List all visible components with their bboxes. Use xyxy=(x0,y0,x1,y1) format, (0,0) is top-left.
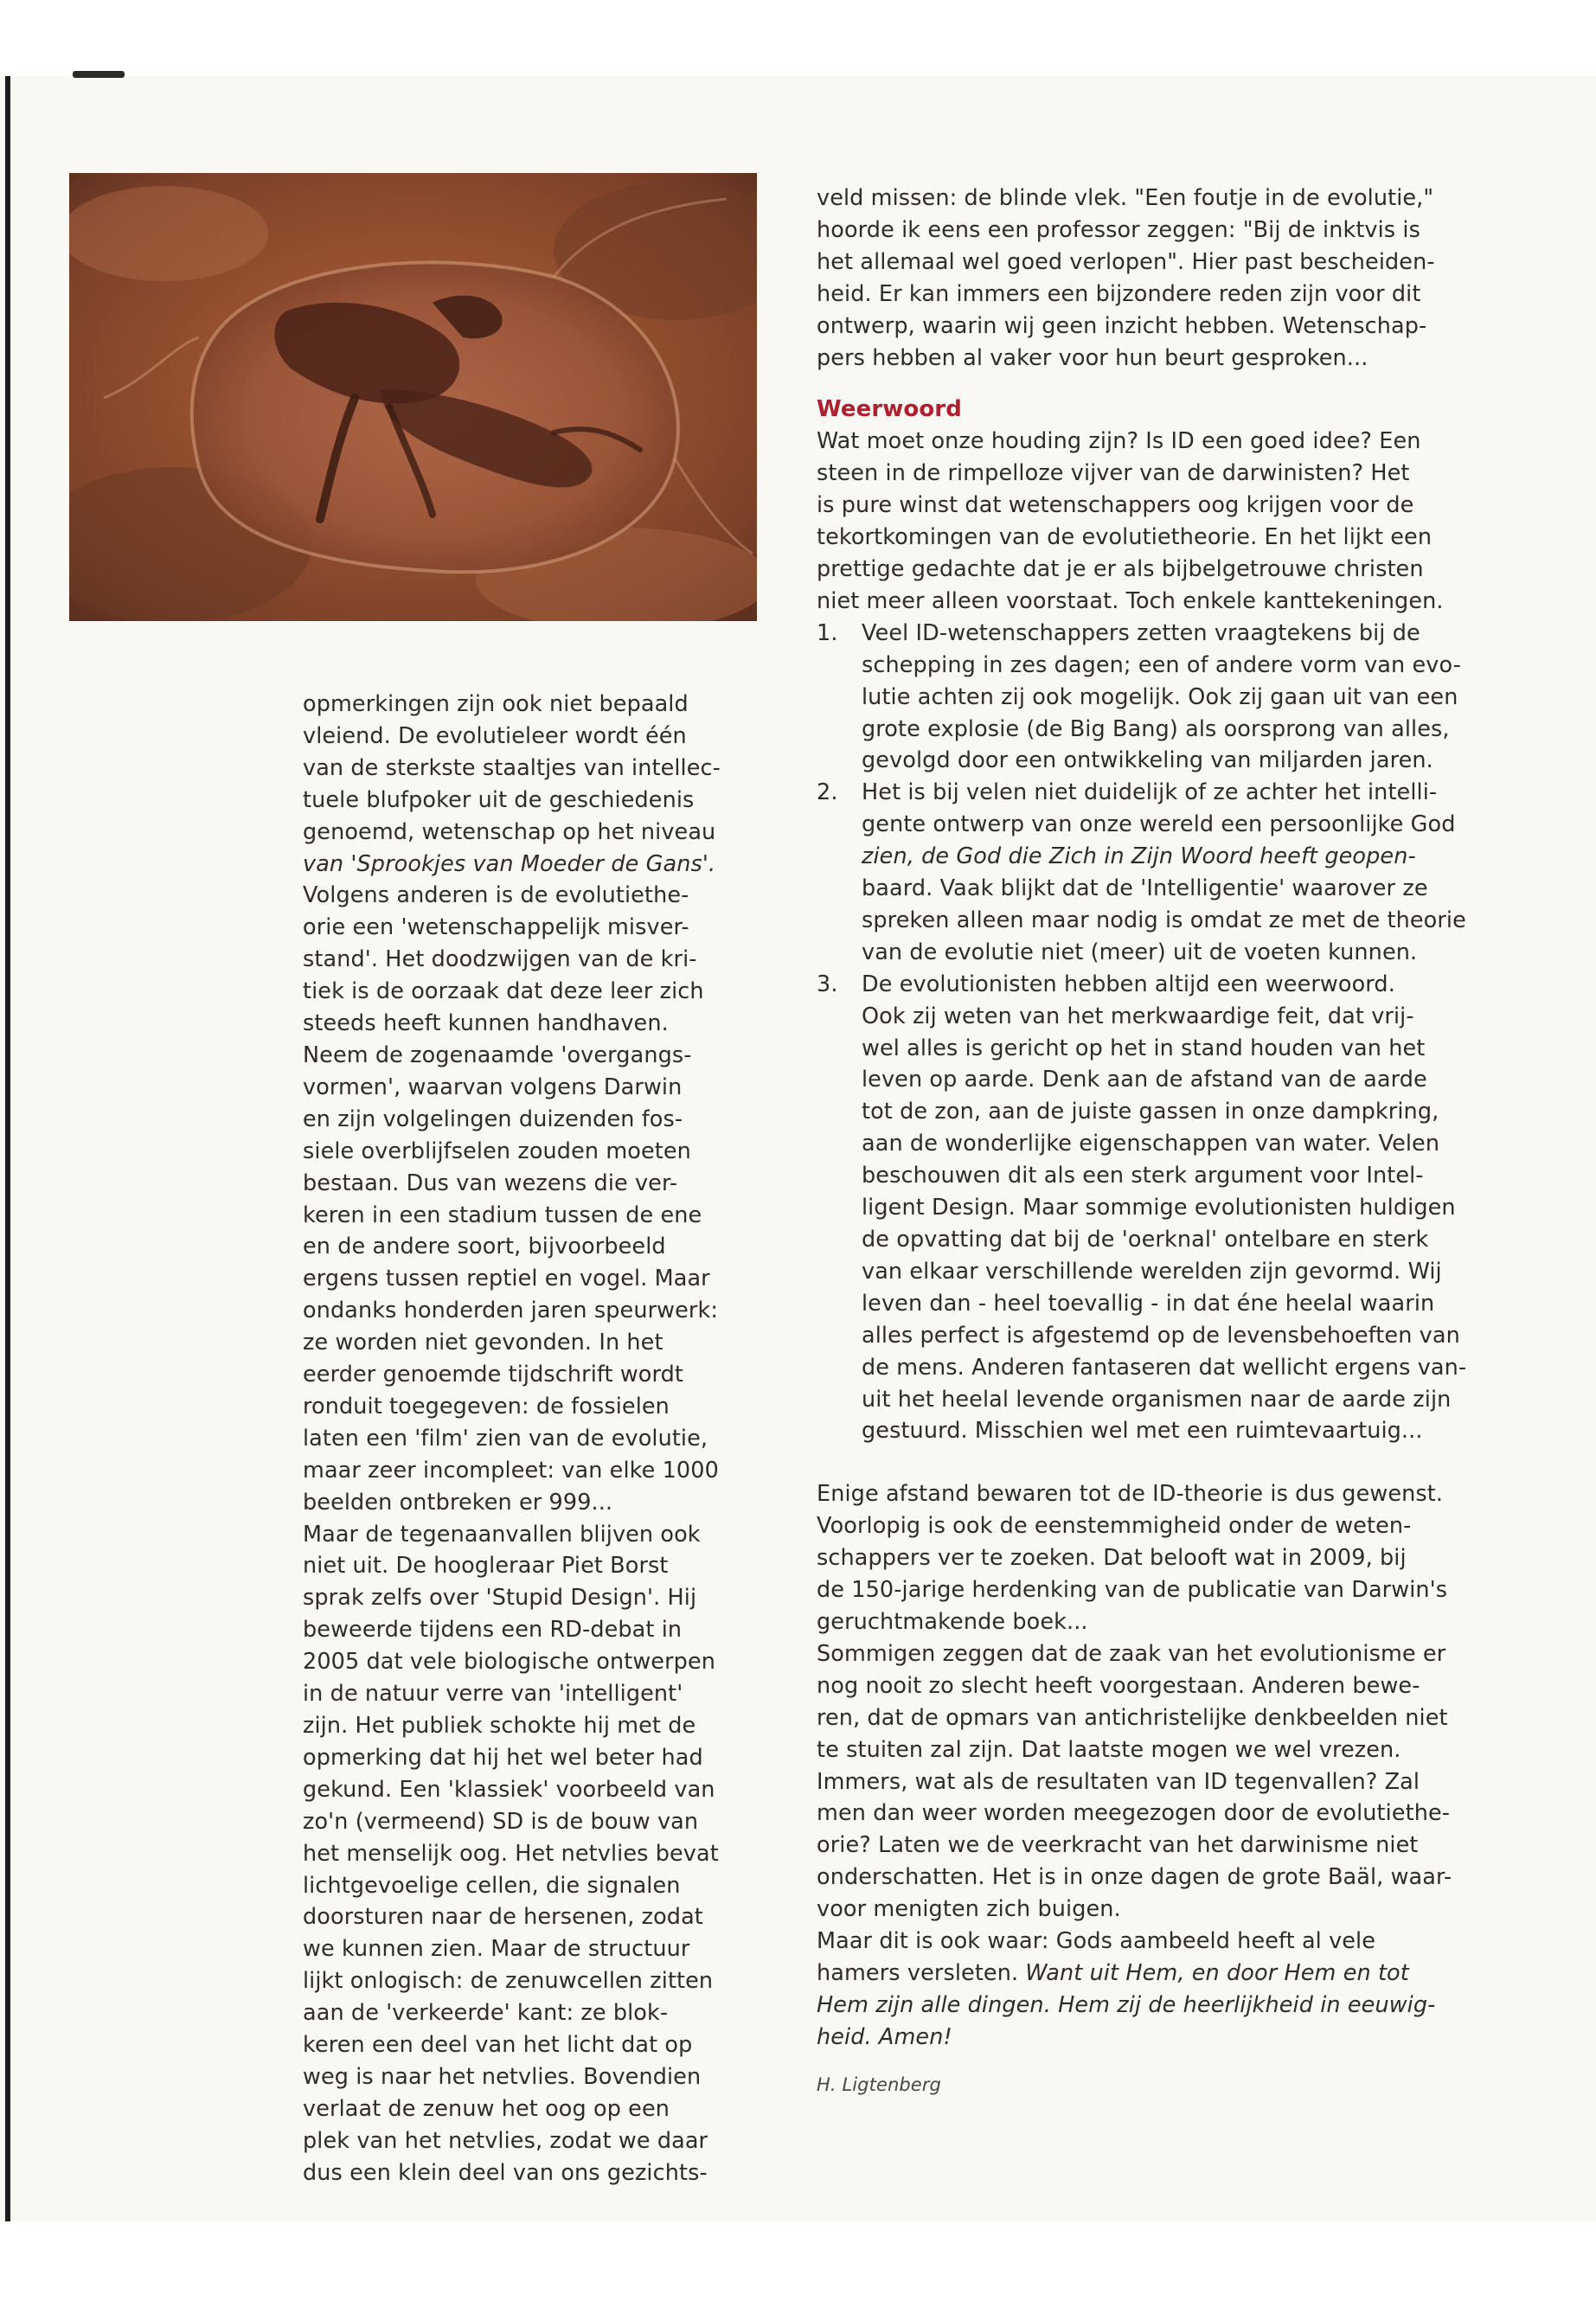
text-line: Ook zij weten van het merkwaardige feit, dat vrij- xyxy=(862,1003,1414,1029)
text-line: pers hebben al vaker voor hun beurt gesproken... xyxy=(817,344,1368,371)
text-line: beelden ontbreken er 999... xyxy=(303,1489,613,1516)
text-line: Voorlopig is ook de eenstemmigheid onder de weten- xyxy=(817,1513,1412,1540)
text-line: bestaan. Dus van wezens die ver- xyxy=(303,1170,678,1196)
list-number: 2. xyxy=(817,779,838,806)
text-line: genoemd, wetenschap op het niveau xyxy=(303,818,716,845)
text-line: heid. Er kan immers een bijzondere reden zijn voor dit xyxy=(817,280,1421,307)
text-line: schepping in zes dagen; een of andere vorm van evo- xyxy=(862,651,1461,678)
author-signature: H. Ligtenberg xyxy=(817,2073,941,2095)
text-line: in de natuur verre van 'intelligent' xyxy=(303,1681,683,1708)
text-line: steen in de rimpelloze vijver van de darwinisten? Het xyxy=(817,460,1410,487)
section-heading-weerwoord: Weerwoord xyxy=(817,396,962,423)
italic-quote-line: heid. Amen! xyxy=(817,2023,952,2050)
text-line: we kunnen zien. Maar de structuur xyxy=(303,1936,690,1963)
text-line: men dan weer worden meegezogen door de evolutiethe- xyxy=(817,1800,1451,1827)
final-paragraph xyxy=(817,1926,1526,2054)
text-line: Maar dit is ook waar: Gods aambeeld heeft al vele xyxy=(817,1928,1376,1955)
text-line: te stuiten zal zijn. Dat laatste mogen we wel vrezen. xyxy=(817,1736,1401,1763)
italic-quote: Want uit Hem, en door Hem en tot xyxy=(1025,1959,1409,1986)
text-line: ondanks honderden jaren speurwerk: xyxy=(303,1298,719,1324)
text-line: wel alles is gericht op het in stand houden van het xyxy=(862,1035,1426,1061)
text-line: maar zeer incompleet: van elke 1000 xyxy=(303,1457,719,1484)
text-line: keren een deel van het licht dat op xyxy=(303,2032,693,2059)
list-item xyxy=(817,618,1526,778)
text-line: Immers, wat als de resultaten van ID tegenvallen? Zal xyxy=(817,1768,1420,1795)
text-line: ligent Design. Maar sommige evolutionisten huldigen xyxy=(862,1195,1456,1221)
text-line: van de sterkste staaltjes van intellec- xyxy=(303,754,721,781)
text-line: aan de 'verkeerde' kant: ze blok- xyxy=(303,2000,669,2027)
text-line: alles perfect is afgestemd op de levensbehoeften van xyxy=(862,1322,1460,1349)
text-line: opmerking dat hij het wel beter had xyxy=(303,1744,703,1771)
page-spine-edge xyxy=(5,76,10,2221)
text-line: gekund. Een 'klassiek' voorbeeld van xyxy=(303,1776,715,1803)
text-line: is pure winst dat wetenschappers oog krijgen voor de xyxy=(817,492,1414,519)
text-line: prettige gedachte dat je er als bijbelgetrouwe christen xyxy=(817,555,1424,582)
text-line: keren in een stadium tussen de ene xyxy=(303,1202,702,1228)
text-line: en de andere soort, bijvoorbeeld xyxy=(303,1234,666,1260)
text-line: dus een klein deel van ons gezichts- xyxy=(303,2159,708,2186)
text-line: schappers ver te zoeken. Dat belooft wat in 2009, bij xyxy=(817,1545,1407,1572)
text-line: spreken alleen maar nodig is omdat ze met de theorie xyxy=(862,907,1466,933)
text-line: verlaat de zenuw het oog op een xyxy=(303,2095,670,2122)
closing-paragraph xyxy=(817,1478,1526,1926)
text-line: de opvatting dat bij de 'oerknal' ontelbare en sterk xyxy=(862,1227,1429,1253)
scan-mark xyxy=(73,71,125,78)
text-line: ze worden niet gevonden. In het xyxy=(303,1330,663,1356)
list-number: 1. xyxy=(817,619,838,646)
text-line: Wat moet onze houding zijn? Is ID een goed idee? Een xyxy=(817,428,1421,455)
text-line: Enige afstand bewaren tot de ID-theorie is dus gewenst. xyxy=(817,1481,1444,1508)
text-line: het allemaal wel goed verlopen". Hier past bescheiden- xyxy=(817,248,1435,275)
text-line: weg is naar het netvlies. Bovendien xyxy=(303,2063,702,2090)
text-line: vleiend. De evolutieleer wordt één xyxy=(303,722,687,749)
text-line: zien, de God die Zich in Zijn Woord heeft geopen- xyxy=(862,843,1416,870)
text-line: baard. Vaak blijkt dat de 'Intelligentie' waarover ze xyxy=(862,875,1428,902)
text-line: leven dan - heel toevallig - in dat éne heelal waarin xyxy=(862,1290,1435,1317)
text-line: eerder genoemde tijdschrift wordt xyxy=(303,1362,684,1388)
text-line: 2005 dat vele biologische ontwerpen xyxy=(303,1649,715,1676)
text-line: veld missen: de blinde vlek. "Een foutje in de evolutie," xyxy=(817,185,1434,211)
text-line: plek van het netvlies, zodat we daar xyxy=(303,2127,708,2154)
text-line: van de evolutie niet (meer) uit de voeten kunnen. xyxy=(862,939,1418,965)
text-line: steeds heeft kunnen handhaven. xyxy=(303,1010,669,1037)
text-line: Het is bij velen niet duidelijk of ze achter het intelli- xyxy=(862,779,1438,806)
intro-paragraph xyxy=(817,183,1526,374)
text-line: tuele blufpoker uit de geschiedenis xyxy=(303,786,695,813)
text-line: lijkt onlogisch: de zenuwcellen zitten xyxy=(303,1968,714,1995)
text-line: geruchtmakende boek... xyxy=(817,1608,1088,1635)
text-line: gente ontwerp van onze wereld een persoonlijke God xyxy=(862,811,1456,838)
text-line: de mens. Anderen fantaseren dat wellicht ergens van- xyxy=(862,1354,1467,1381)
cave-painting-image xyxy=(69,173,757,621)
text-line: het menselijk oog. Het netvlies bevat xyxy=(303,1840,719,1867)
weerwoord-paragraph xyxy=(817,426,1526,617)
text-line: aan de wonderlijke eigenschappen van water. Velen xyxy=(862,1131,1440,1157)
text-line: grote explosie (de Big Bang) als oorsprong van alles, xyxy=(862,715,1450,742)
numbered-list xyxy=(817,618,1526,1448)
scan-bottom-margin xyxy=(0,2221,1596,2301)
text-line: onderschatten. Het is in onze dagen de grote Baäl, waar- xyxy=(817,1864,1452,1891)
text-line: ontwerp, waarin wij geen inzicht hebben. Wetenschap- xyxy=(817,312,1427,339)
text-line: lutie achten zij ook mogelijk. Ook zij gaan uit van een xyxy=(862,683,1458,710)
text-line: siele overblijfselen zouden moeten xyxy=(303,1138,691,1164)
text-span: hamers versleten. xyxy=(817,1959,1026,1986)
text-line: Volgens anderen is de evolutiethe- xyxy=(303,882,689,909)
text-line xyxy=(817,1958,1526,1990)
left-text-column xyxy=(303,689,760,2189)
scan-top-margin xyxy=(0,0,1596,76)
text-line: niet uit. De hoogleraar Piet Borst xyxy=(303,1553,669,1580)
text-line: vormen', waarvan volgens Darwin xyxy=(303,1074,683,1100)
text-line: ergens tussen reptiel en vogel. Maar xyxy=(303,1266,710,1292)
right-text-column xyxy=(817,183,1526,2101)
text-line: orie? Laten we de veerkracht van het darwinisme niet xyxy=(817,1832,1419,1859)
text-line: zo'n (vermeend) SD is de bouw van xyxy=(303,1808,699,1835)
text-line: ren, dat de opmars van antichristelijke denkbeelden niet xyxy=(817,1704,1448,1731)
list-item xyxy=(817,969,1526,1448)
text-line: tot de zon, aan de juiste gassen in onze dampkring, xyxy=(862,1099,1439,1125)
text-line: De evolutionisten hebben altijd een weerwoord. xyxy=(862,971,1395,997)
text-line: stand'. Het doodzwijgen van de kri- xyxy=(303,946,697,973)
text-line: Maar de tegenaanvallen blijven ook xyxy=(303,1521,701,1548)
text-line: opmerkingen zijn ook niet bepaald xyxy=(303,691,689,717)
text-line: niet meer alleen voorstaat. Toch enkele kanttekeningen. xyxy=(817,587,1444,614)
text-line: tekortkomingen van de evolutietheorie. En het lijkt een xyxy=(817,524,1433,551)
text-line: tiek is de oorzaak dat deze leer zich xyxy=(303,978,704,1005)
text-line: doorsturen naar de hersenen, zodat xyxy=(303,1904,703,1931)
text-line: leven op aarde. Denk aan de afstand van de aarde xyxy=(862,1067,1427,1093)
text-line: hoorde ik eens een professor zeggen: "Bij de inktvis is xyxy=(817,216,1420,243)
text-line: sprak zelfs over 'Stupid Design'. Hij xyxy=(303,1585,697,1612)
text-line: zijn. Het publiek schokte hij met de xyxy=(303,1713,696,1739)
list-number: 3. xyxy=(817,971,838,997)
text-line: Neem de zogenaamde 'overgangs- xyxy=(303,1042,692,1068)
list-item xyxy=(817,777,1526,968)
text-line: van 'Sprookjes van Moeder de Gans'. xyxy=(303,850,716,877)
text-line: orie een 'wetenschappelijk misver- xyxy=(303,914,689,941)
text-line: beweerde tijdens een RD-debat in xyxy=(303,1617,683,1644)
text-line: beschouwen dit als een sterk argument voor Intel- xyxy=(862,1163,1424,1189)
text-line: ronduit toegegeven: de fossielen xyxy=(303,1393,670,1420)
text-line: en zijn volgelingen duizenden fos- xyxy=(303,1106,683,1132)
italic-quote-line: Hem zijn alle dingen. Hem zij de heerlijkheid in eeuwig- xyxy=(817,1991,1436,2018)
text-line: gestuurd. Misschien wel met een ruimtevaartuig... xyxy=(862,1418,1423,1445)
text-line: Sommigen zeggen dat de zaak van het evolutionisme er xyxy=(817,1640,1446,1667)
text-line: uit het heelal levende organismen naar de aarde zijn xyxy=(862,1386,1452,1413)
paragraph-gap xyxy=(817,1447,1526,1478)
text-line: nog nooit zo slecht heeft voorgestaan. Anderen bewe- xyxy=(817,1672,1420,1699)
text-line: de 150-jarige herdenking van de publicatie van Darwin's xyxy=(817,1577,1448,1604)
text-line: laten een 'film' zien van de evolutie, xyxy=(303,1425,708,1452)
text-line: voor menigten zich buigen. xyxy=(817,1896,1121,1923)
cave-painting-photo xyxy=(69,173,757,621)
text-line: van elkaar verschillende werelden zijn gevormd. Wij xyxy=(862,1258,1442,1285)
text-line: gevolgd door een ontwikkeling van miljarden jaren. xyxy=(862,747,1433,774)
text-line: Veel ID-wetenschappers zetten vraagtekens bij de xyxy=(862,619,1420,646)
text-line: lichtgevoelige cellen, die signalen xyxy=(303,1872,681,1899)
